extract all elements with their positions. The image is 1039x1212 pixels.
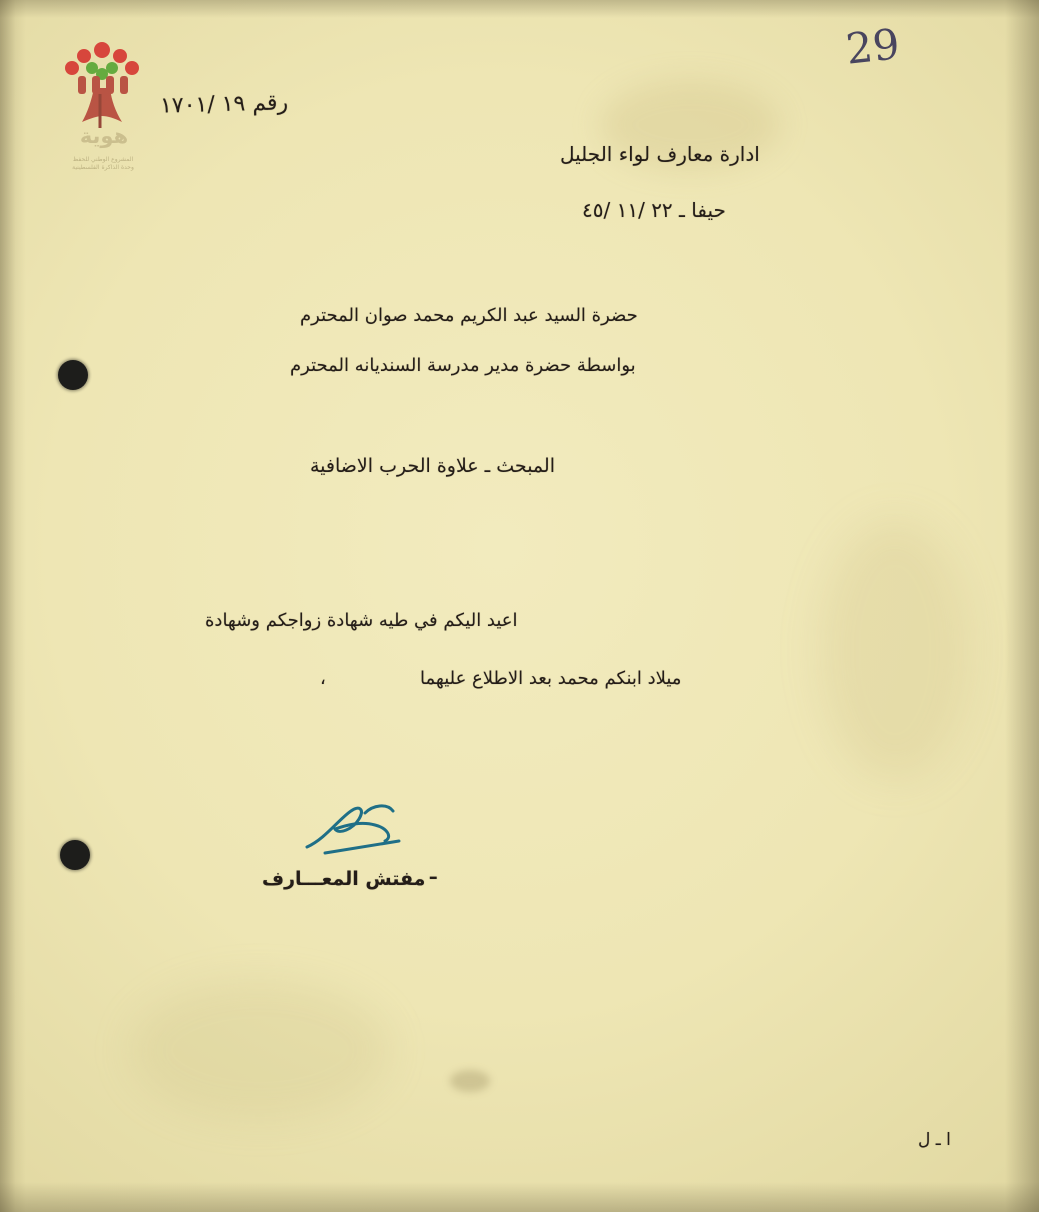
paper-edge-bottom: [0, 1182, 1039, 1212]
paper-edge-left: [0, 0, 26, 1212]
body-end-mark: ،: [320, 668, 326, 689]
body-line-2: ميلاد ابنكم محمد بعد الاطلاع عليهما: [420, 668, 682, 689]
letterhead-line-1: ادارة معارف لواء الجليل: [560, 142, 760, 166]
page-number-handwritten: 29: [843, 19, 902, 74]
signature-title: مفتش المعـــارف: [262, 868, 426, 890]
signature-dash: ـ: [430, 862, 437, 884]
paper-edge-top: [0, 0, 1039, 18]
body-line-1: اعيد اليكم في طيه شهادة زواجكم وشهادة: [205, 610, 518, 631]
punch-hole-bottom: [60, 840, 90, 870]
archive-logo: [42, 28, 162, 193]
watermark-tagline: [48, 156, 158, 172]
addressee-line-1: حضرة السيد عبد الكريم محمد صوان المحترم: [300, 305, 638, 326]
reference-number: رقم ١٩ /١٧٠١: [159, 90, 289, 119]
watermark-tagline-line1: المشروع الوطني للحفظ: [72, 156, 134, 163]
watermark-tagline-line2: وحدة الذاكرة الفلسطينية: [72, 164, 134, 172]
punch-hole-top: [58, 360, 88, 390]
addressee-line-2: بواسطة حضرة مدير مدرسة السنديانه المحترم: [290, 355, 636, 376]
watermark-name: هوية: [79, 124, 129, 148]
footer-mark: ا ـ ل: [918, 1130, 951, 1150]
letterhead-line-2: حيفا ـ ٢٢ /١١ /٤٥: [582, 198, 726, 222]
signature-icon: [295, 795, 445, 865]
subject-line: المبحث ـ علاوة الحرب الاضافية: [310, 455, 555, 477]
paper-edge-right: [1005, 0, 1039, 1212]
